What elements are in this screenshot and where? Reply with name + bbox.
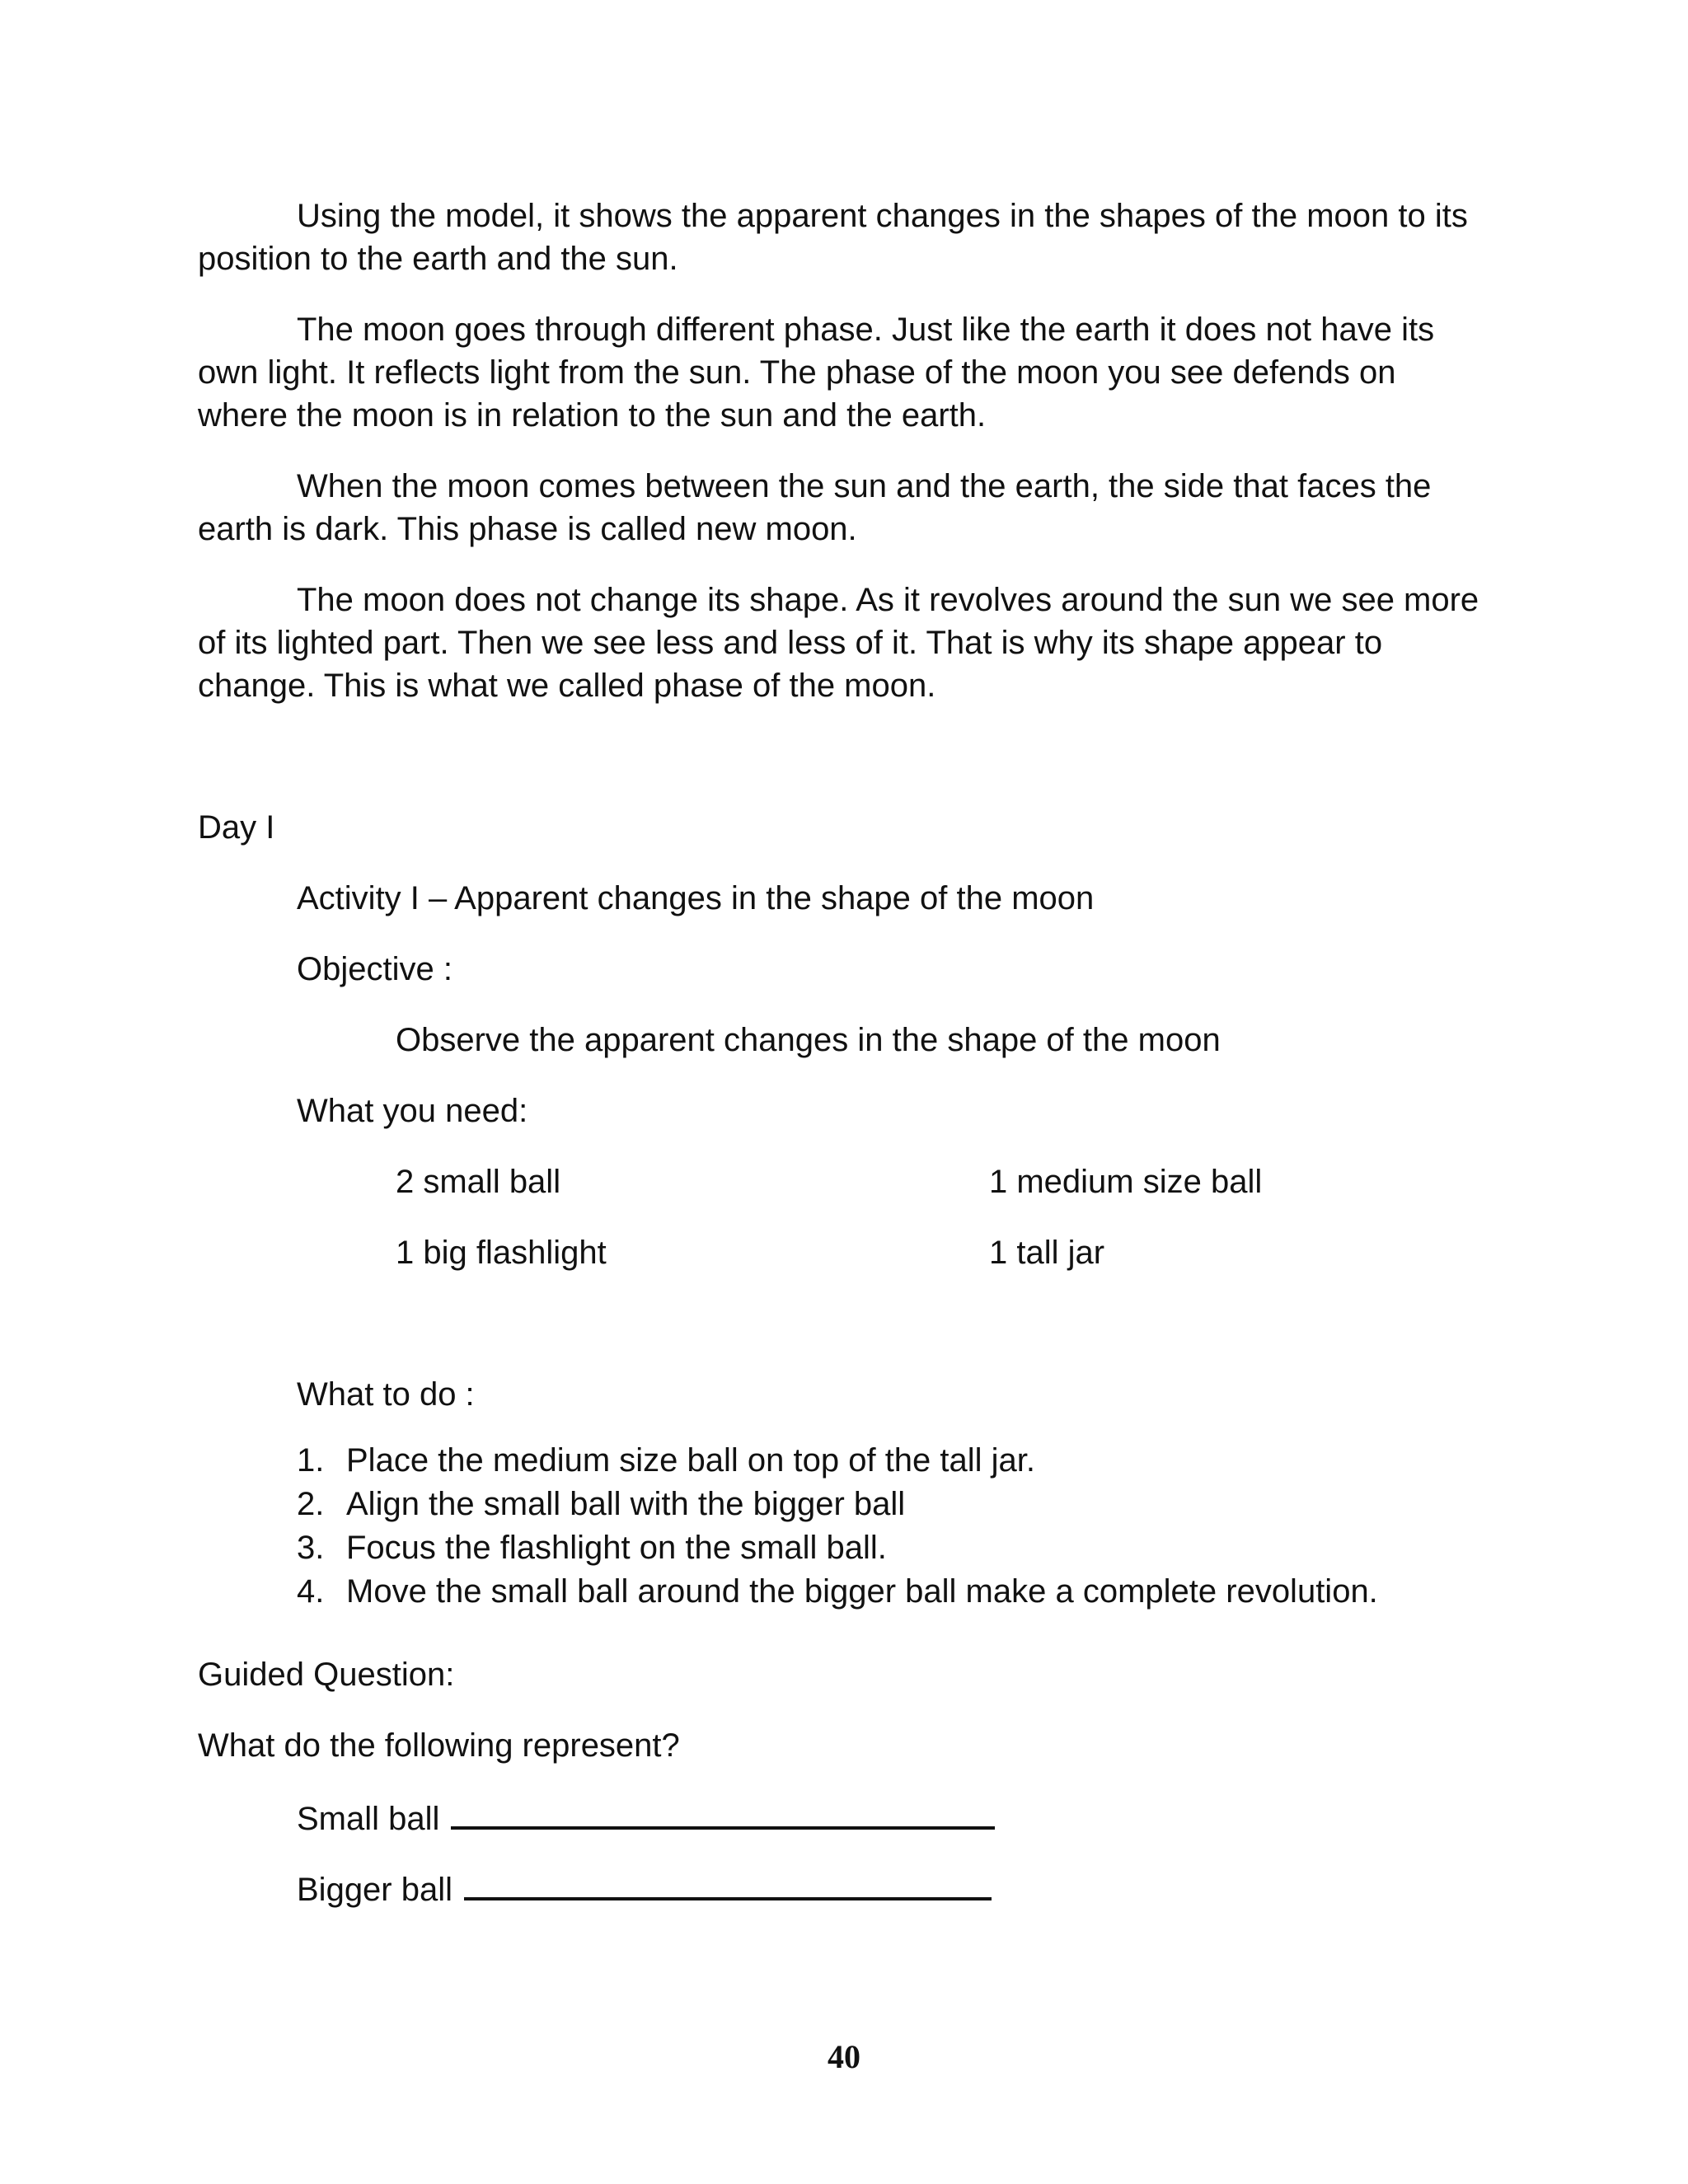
list-item [297, 1439, 1378, 1483]
step-text: Move the small ball around the bigger ball make a complete revolution. [346, 1573, 1378, 1610]
material-item: 2 small ball [396, 1164, 561, 1200]
material-item: 1 big flashlight [396, 1235, 607, 1271]
activity-title: Activity I – Apparent changes in the shape of the moon [297, 880, 1095, 916]
step-number: 4. [297, 1573, 325, 1610]
answer-blank-line[interactable] [451, 1795, 995, 1830]
material-item: 1 medium size ball [989, 1164, 1263, 1200]
guided-question-label: Guided Question: [198, 1657, 455, 1693]
answer-label: Small ball [297, 1801, 440, 1837]
guided-question-text: What do the following represent? [198, 1727, 680, 1764]
step-number: 2. [297, 1486, 325, 1522]
step-text: Align the small ball with the bigger ball [346, 1486, 906, 1522]
steps-list [297, 1439, 1378, 1614]
answer-row-small-ball [297, 1795, 995, 1840]
step-number: 3. [297, 1530, 325, 1566]
list-item [297, 1526, 1378, 1570]
answer-blank-line[interactable] [464, 1866, 992, 1900]
step-text: Focus the flashlight on the small ball. [346, 1530, 887, 1566]
paragraph-moon-phases: The moon goes through different phase. Just like the earth it does not have its own light. It reflects light from the sun. The phase of the moon you see defends on where the moon is in relation to the sun and the earth. [198, 312, 1435, 434]
paragraph-shape: The moon does not change its shape. As it revolves around the sun we see more of its lighted part. Then we see less and less of it. That is why its shape appear to change. This is what we called phase of the moon. [198, 582, 1479, 704]
paragraph-model: Using the model, it shows the apparent changes in the shapes of the moon to its position to the earth and the sun. [198, 198, 1468, 277]
paragraph-new-moon: When the moon comes between the sun and the earth, the side that faces the earth is dark. This phase is called new moon. [198, 468, 1432, 547]
list-item [297, 1483, 1378, 1526]
step-text: Place the medium size ball on top of the tall jar. [346, 1442, 1036, 1479]
list-item [297, 1570, 1378, 1614]
day-heading: Day I [198, 809, 275, 846]
materials-label: What you need: [297, 1093, 528, 1129]
page-number: 40 [828, 2038, 860, 2075]
objective-label: Objective : [297, 951, 452, 987]
steps-label: What to do : [297, 1376, 475, 1413]
objective-text: Observe the apparent changes in the shape of the moon [396, 1022, 1221, 1058]
answer-label: Bigger ball [297, 1872, 453, 1908]
step-number: 1. [297, 1442, 325, 1479]
answer-row-bigger-ball [297, 1866, 992, 1911]
material-item: 1 tall jar [989, 1235, 1105, 1271]
